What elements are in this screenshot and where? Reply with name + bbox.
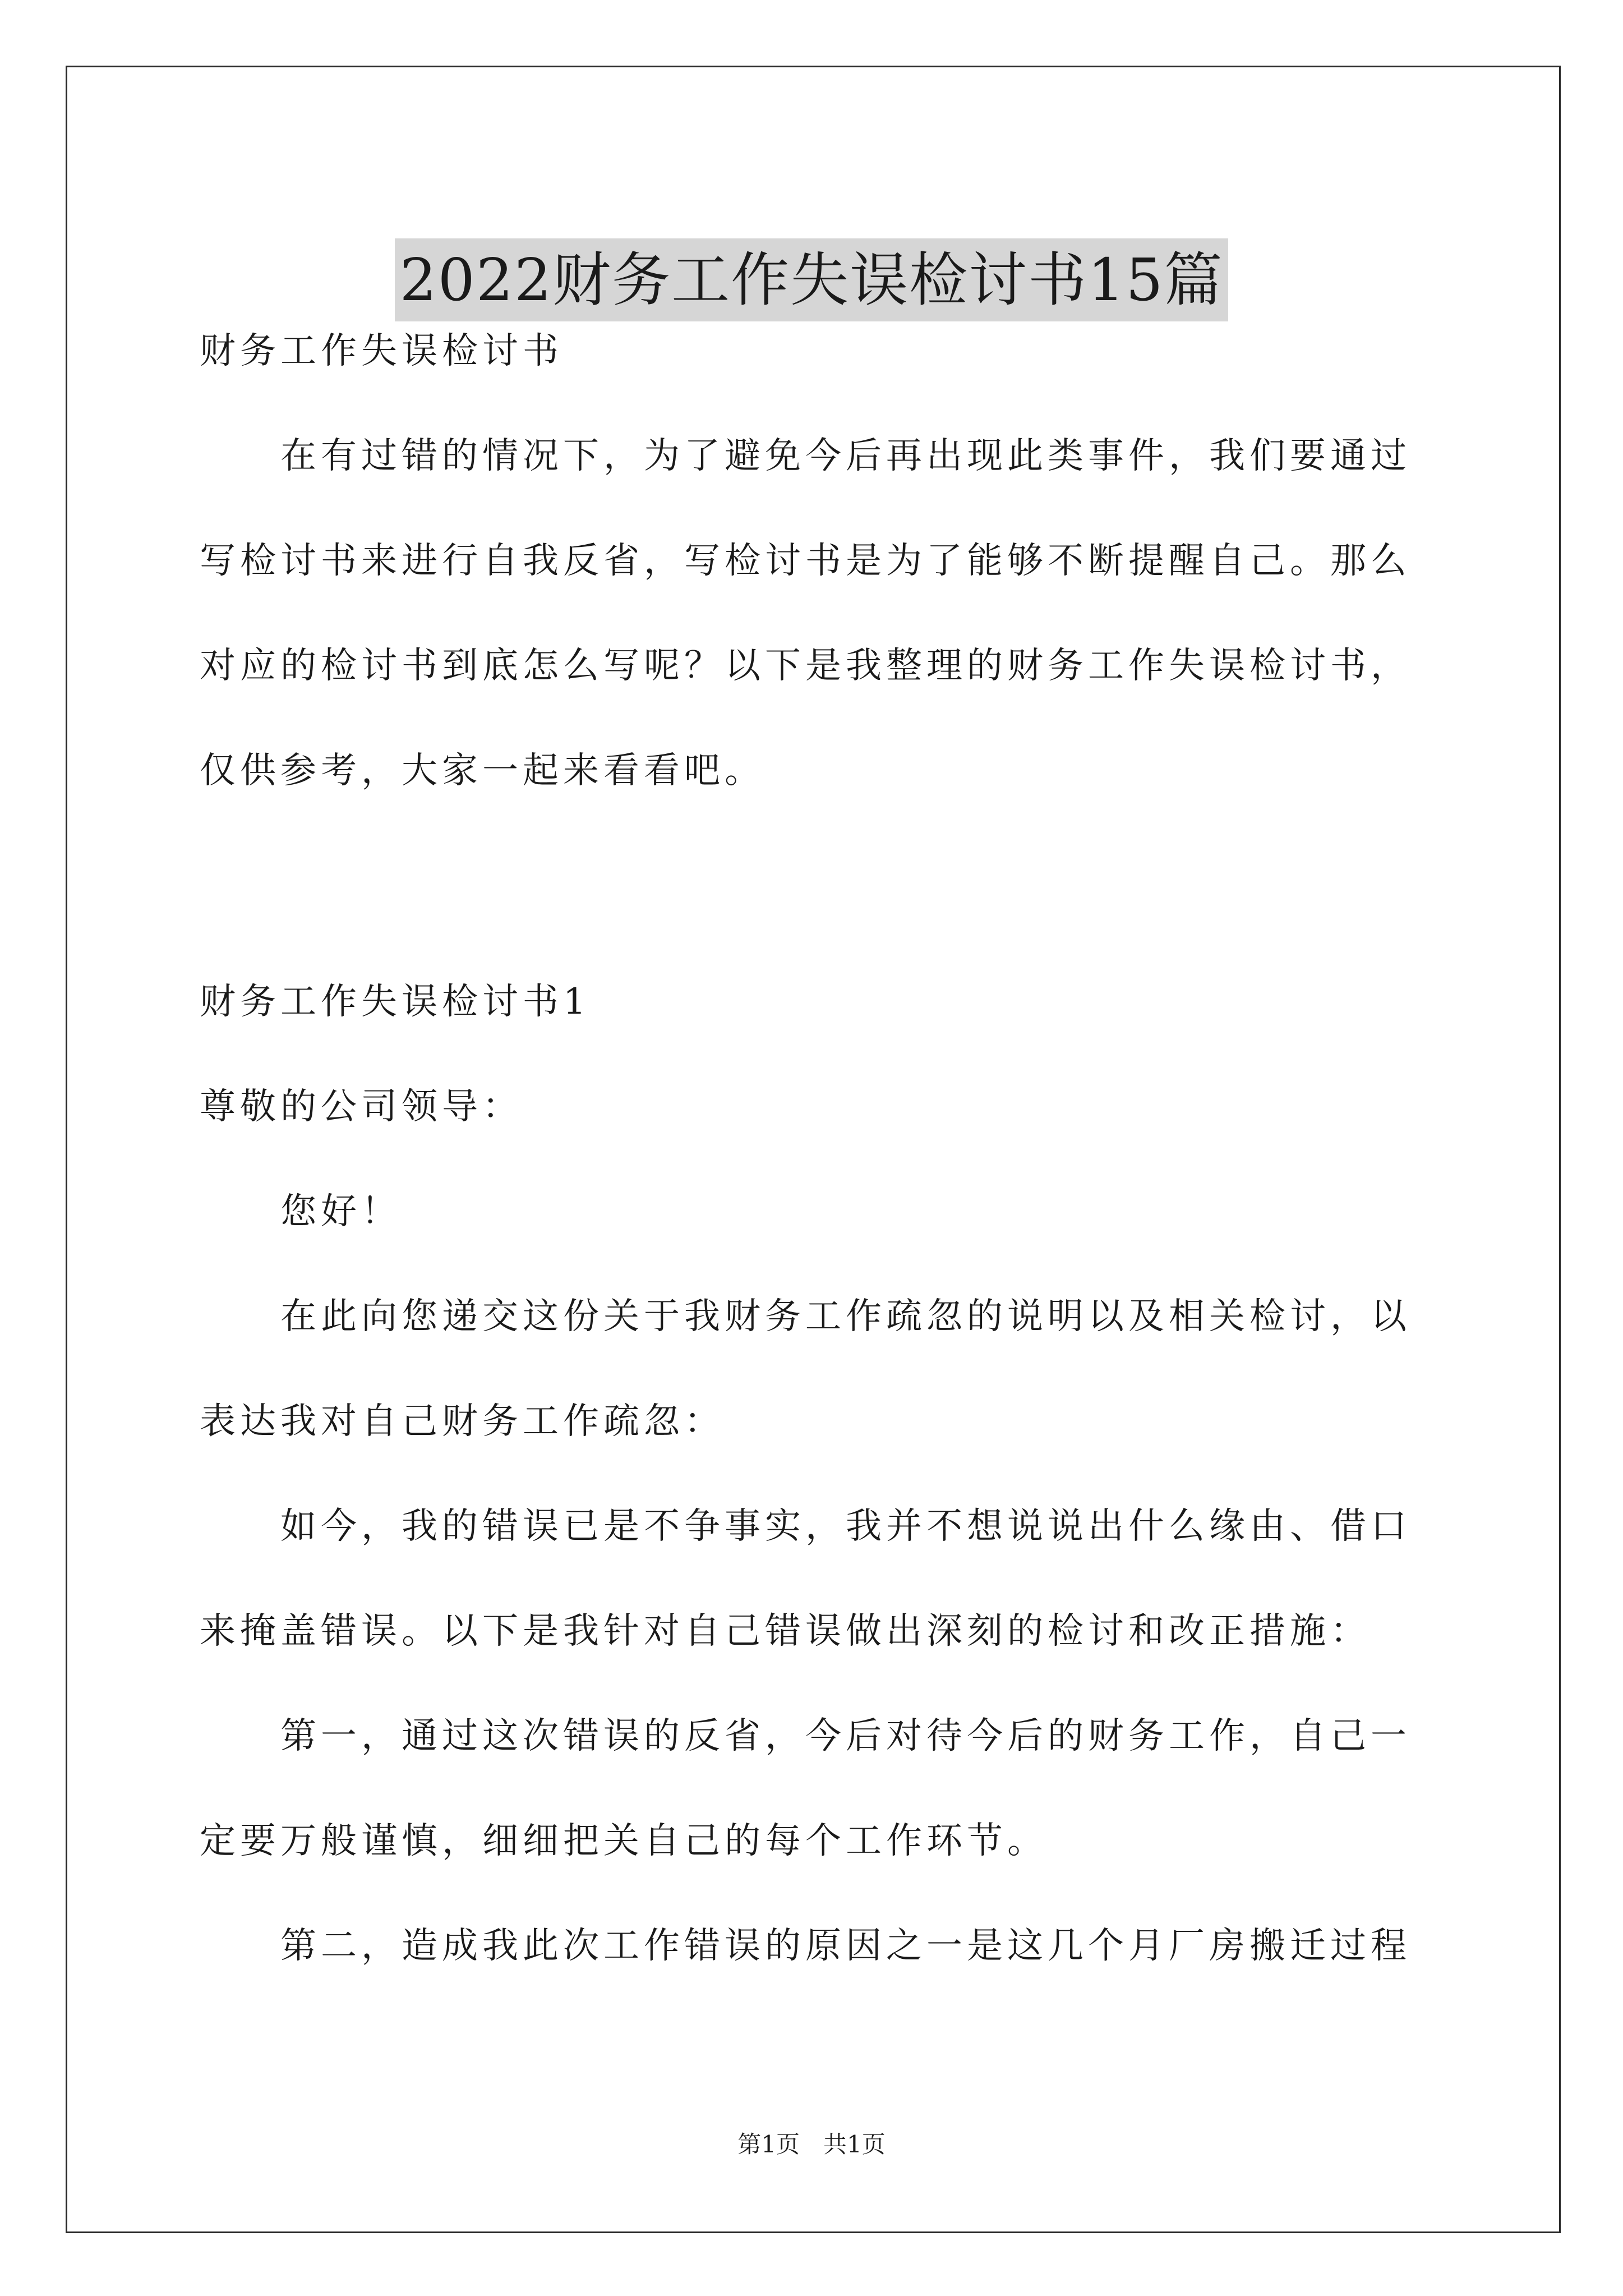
- greeting: 您好！: [280, 1191, 402, 1232]
- para2-line-2: 来掩盖错误。以下是我针对自己错误做出深刻的检讨和改正措施：: [200, 1611, 1371, 1652]
- para1-line-1: 在此向您递交这份关于我财务工作疏忽的说明以及相关检讨，以: [280, 1296, 1411, 1337]
- document-title: 2022财务工作失误检讨书15篇: [395, 238, 1228, 321]
- page-border: [66, 66, 1561, 2233]
- para3-line-2: 定要万般谨慎，细细把关自己的每个工作环节。: [200, 1820, 1048, 1862]
- page-footer: 第1页 共1页: [737, 2131, 886, 2158]
- intro-line-4: 仅供参考，大家一起来看看吧。: [200, 750, 765, 792]
- para4-line-1: 第二，造成我此次工作错误的原因之一是这几个月厂房搬迁过程: [280, 1925, 1411, 1967]
- intro-heading: 财务工作失误检讨书: [200, 330, 563, 372]
- intro-line-2: 写检讨书来进行自我反省，写检讨书是为了能够不断提醒自己。那么: [200, 540, 1411, 582]
- salutation: 尊敬的公司领导：: [200, 1086, 523, 1128]
- intro-line-3: 对应的检讨书到底怎么写呢？以下是我整理的财务工作失误检讨书，: [200, 645, 1411, 687]
- para2-line-1: 如今，我的错误已是不争事实，我并不想说说出什么缘由、借口: [280, 1506, 1411, 1547]
- para1-line-2: 表达我对自己财务工作疏忽：: [200, 1401, 725, 1442]
- section-heading-1: 财务工作失误检讨书1: [200, 981, 591, 1023]
- intro-line-1: 在有过错的情况下，为了避免今后再出现此类事件，我们要通过: [280, 435, 1411, 477]
- para3-line-1: 第一，通过这次错误的反省，今后对待今后的财务工作，自己一: [280, 1715, 1411, 1757]
